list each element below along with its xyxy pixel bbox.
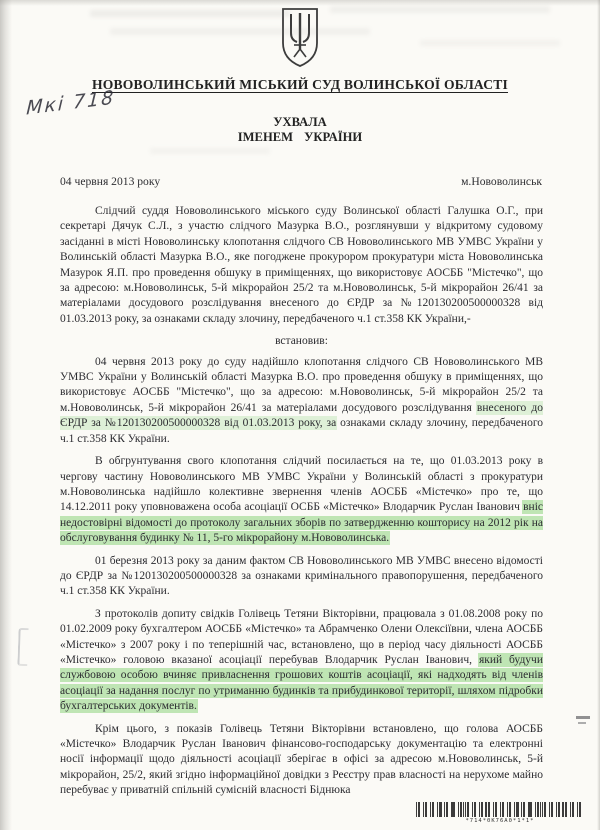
text-segment: Слідчий суддя Нововолинського міського суду Волинської області Галушка О.Г., при секретарі Дячук С.Л., з участю слідчого Мазурка В.О., розглянувши у відкритому судовому засіданні в місті Нововолинську клопотання слідчого СВ Нововолинського МВ УМВС України у Волинській області Мазурка В.О., яке погоджене прокурором прокуратури міста Нововолинська Мазурок Я.П. про проведення обшуку в приміщеннях, що використовує АОСББ "Містечко", що за адресою: м.Нововолинськ, 5-й мікрорайон 25/2 та м.Нововолинськ, 5-й мікрорайон 26/41 за матеріалами досудового розслідування внесеного до ЄРДР за №120130200500000328 від 01.03.2013 року, за ознаками складу злочину, передбаченого ч.1 ст.358 КК України,-: [60, 205, 543, 325]
document-date: 04 червня 2013 року: [60, 175, 161, 188]
paragraph: [60, 722, 543, 799]
handwritten-case-note: Мкі 718: [25, 86, 116, 120]
court-name: НОВОВОЛИНСЬКИЙ МІСЬКИЙ СУД ВОЛИНСЬКОЇ ОБЛАСТІ: [91, 77, 509, 92]
scan-artifact: [330, 6, 550, 13]
scan-artifact: [420, 40, 560, 46]
text-segment: ознаками складу злочину, передбаченого ч.1 ст.358 КК України.: [60, 417, 543, 445]
highlighted-text: внесеного до ЄРДР за №120130200500000328 від 01.03.2013 року, за: [60, 401, 543, 430]
barcode: [416, 802, 584, 817]
barcode-block: [416, 802, 584, 824]
paragraph: [60, 355, 543, 447]
document-heading: [0, 115, 600, 145]
section-label: встановив:: [275, 335, 328, 348]
barcode-text: *714*0К76А0*1*1*: [465, 818, 535, 824]
text-segment: Крім цього, з показів Голівець Тетяни Вікторівни встановлено, що голова АОСББ «Містечко» Влодарчик Руслан Іванович фінансово-господарську документацію та електронні носії інформації щодо діяльності асоціації зберігає в офісі за адресою м.Нововолинськ, 5-й мікрорайон, 25/2, який згідно інформаційної довідки з Реєстру прав власності на нерухоме майно перебуває у приватній спільній сумісній власності Біднюка: [60, 722, 543, 797]
text-segment: В обгрунтування свого клопотання слідчий посилається на те, що 01.03.2013 року в чергову частину Нововолинського МВ УМВС України у Волинській області з прокуратури м.Нововолинська надійшло колективне звернення членів АОСББ «Містечко» про те, що 14.12.2011 року уповноважена особа асоціації ОСББ «Містечко» Влодарчик Руслан Іванович: [60, 455, 543, 514]
paragraph: [60, 454, 543, 546]
document-city: м.Нововолинськ: [461, 175, 542, 188]
highlighted-text: вніс недостовірні відомості до протоколу загальних зборів по затвердженню кошторису на 2012 рік на обслуговування будинку № 11, 5-го мікрорайону м.Нововолинська.: [60, 501, 543, 545]
scan-edge-shadow: [0, 0, 12, 830]
text-segment: З протоколів допиту свідків Голівець Тетяни Вікторівни, працювала з 01.08.2008 року по 01.02.2009 року бухгалтером АОСББ «Містечко» та Абрамченко Олени Олексіївни, члена АОСББ «Містечко» з 2007 року і по теперішній час, встановлено, що в період часу діяльності АОСББ «Містечко» головою вказаної асоціації перебував Влодарчик Руслан Іванович,: [60, 607, 543, 666]
paragraph: [60, 204, 543, 327]
text-segment: 01 березня 2013 року за даним фактом СВ Нововолинського МВ УМВС внесено відомості до ЄРДР за №120130200500000328 за ознаками кримінального правопорушення, передбаченого ч.1 ст.358 КК України.: [60, 554, 543, 598]
document-title: УХВАЛА: [273, 115, 327, 129]
paragraph: [60, 554, 543, 600]
scan-artifact: [576, 716, 590, 719]
scan-artifact: [150, 148, 270, 154]
scan-artifact: [578, 722, 586, 724]
scan-artifact: [90, 10, 290, 17]
date-row: [60, 175, 542, 188]
pencil-margin-mark: [17, 628, 28, 666]
paragraph: [60, 607, 543, 715]
document-subtitle: ІМЕНЕМ УКРАЇНИ: [237, 130, 363, 144]
highlighted-text: який будучи службовою особою вчиняє привласнення грошових коштів асоціації, які надходять від членів асоціації за надання послуг по утриманню будинків та прибудинкової території, шляхом підробки бухгалтерських документів.: [60, 653, 543, 713]
document-body: [60, 204, 543, 799]
text-segment: 04 червня 2013 року до суду надійшло клопотання слідчого СВ Нововолинського МВ УМВС України у Волинській області Мазурка В.О. про проведення обшуку в приміщеннях, що використовує АОСББ "Містечко", що за адресою: м.Нововолинськ, 5-й мікрорайон 25/2 та м.Нововолинськ, 5-й мікрорайон 26/41 за матеріалами досудового розслідування: [60, 355, 543, 414]
scan-artifact: [110, 28, 370, 35]
